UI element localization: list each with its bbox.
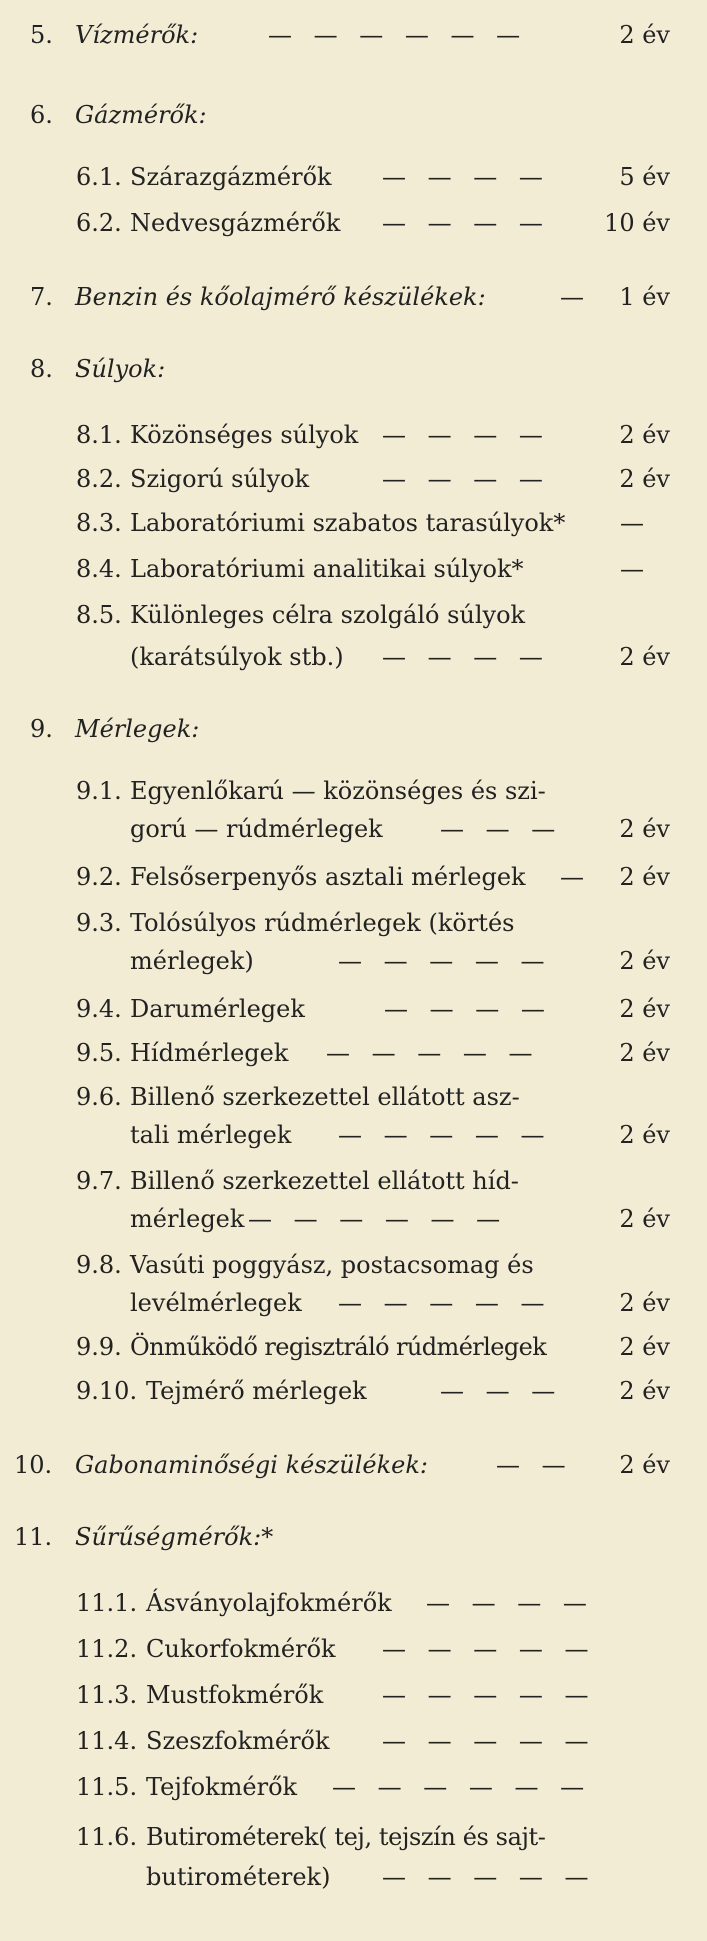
item-dashes: — — — — — [382, 163, 543, 191]
item-label: Szárazgázmérők — [130, 163, 332, 191]
item-number: 8.5. — [76, 601, 122, 629]
list-item — [0, 160, 707, 194]
item-dashes: — — — — [440, 815, 556, 843]
section-heading — [0, 712, 707, 746]
list-item — [0, 506, 707, 540]
item-label: Tejfokmérők — [146, 1773, 298, 1801]
item-number: 5. — [30, 21, 53, 49]
item-number: 9.7. — [76, 1167, 122, 1195]
item-number: 8.1. — [76, 421, 122, 449]
item-label: Szigorú súlyok — [130, 465, 310, 493]
list-item — [0, 1632, 707, 1666]
list-item — [0, 1248, 707, 1282]
item-value: 2 év — [619, 1205, 670, 1233]
item-label: Közönséges súlyok — [130, 421, 359, 449]
item-dashes: — — — — — [382, 421, 543, 449]
list-item — [0, 1080, 707, 1114]
item-dashes: — — — — — — [338, 1121, 545, 1149]
list-item — [0, 1330, 707, 1364]
item-number: 11.1. — [76, 1589, 138, 1617]
item-label: gorú — rúdmérlegek — [130, 815, 383, 843]
item-number: 9.6. — [76, 1083, 122, 1111]
section-heading — [0, 1520, 707, 1554]
list-item — [0, 992, 707, 1026]
item-number: 8.4. — [76, 555, 122, 583]
list-item — [0, 1586, 707, 1620]
item-label: Önműködő regisztráló rúdmérlegek — [130, 1333, 547, 1361]
item-dashes: — — — — — — [382, 1863, 589, 1891]
item-number: 11.6. — [76, 1823, 138, 1851]
item-dashes: — — — — — — [338, 1289, 545, 1317]
list-item — [0, 1820, 707, 1854]
item-label: Mérlegek: — [75, 715, 200, 743]
item-dashes: — — — — [440, 1377, 556, 1405]
item-value: 2 év — [619, 1333, 670, 1361]
item-dashes: — — — — — — [382, 1635, 589, 1663]
list-item — [0, 462, 707, 496]
item-number: 9. — [30, 715, 53, 743]
list-item — [0, 906, 707, 940]
item-dashes: — — [560, 863, 584, 891]
list-item — [0, 418, 707, 452]
item-number: 9.9. — [76, 1333, 122, 1361]
item-value: 2 év — [619, 815, 670, 843]
item-value: 2 év — [619, 995, 670, 1023]
item-number: 6. — [30, 101, 53, 129]
item-label: Benzin és kőolajmérő készülékek: — [75, 283, 486, 311]
item-label: Billenő szerkezettel ellátott híd- — [130, 1167, 519, 1195]
item-label: Nedvesgázmérők — [130, 209, 341, 237]
list-item — [0, 598, 707, 632]
item-label: Laboratóriumi analitikai súlyok* — [130, 555, 524, 583]
item-dashes: — — — — — [382, 209, 543, 237]
item-value: 2 év — [619, 1121, 670, 1149]
item-value: 2 év — [619, 947, 670, 975]
item-dashes: — — — — — — [382, 1727, 589, 1755]
item-value: 2 év — [619, 21, 670, 49]
list-item-continuation — [0, 1118, 707, 1152]
item-number: 8.2. — [76, 465, 122, 493]
item-number: 6.2. — [76, 209, 122, 237]
list-item-continuation — [0, 640, 707, 674]
list-item-continuation — [0, 1860, 707, 1894]
item-dashes: — — — — — — [382, 1681, 589, 1709]
item-dashes: — — — — — — — [268, 21, 521, 49]
item-label: Súlyok: — [75, 355, 166, 383]
section-heading — [0, 352, 707, 386]
item-label: Laboratóriumi szabatos tarasúlyok* — [130, 509, 566, 537]
list-item — [0, 1036, 707, 1070]
item-label: Tolósúlyos rúdmérlegek (körtés — [130, 909, 515, 937]
item-dashes: — — [620, 555, 644, 583]
item-number: 7. — [30, 283, 53, 311]
item-number: 10. — [14, 1451, 53, 1479]
item-number: 9.2. — [76, 863, 122, 891]
item-label: Ásványolajfokmérők — [146, 1589, 392, 1617]
item-number: 11. — [14, 1523, 53, 1551]
list-item — [0, 1678, 707, 1712]
item-number: 11.2. — [76, 1635, 138, 1663]
item-value: 2 év — [619, 863, 670, 891]
item-value: 2 év — [619, 643, 670, 671]
item-number: 9.1. — [76, 777, 122, 805]
item-number: 6.1. — [76, 163, 122, 191]
item-dashes: — — [560, 283, 584, 311]
item-label: levélmérlegek — [130, 1289, 302, 1317]
item-label: Butirométerek( tej, tejszín és sajt- — [146, 1823, 546, 1851]
item-label: Vasúti poggyász, postacsomag és — [130, 1251, 534, 1279]
item-value: 2 év — [619, 1451, 670, 1479]
item-label: (karátsúlyok stb.) — [130, 643, 344, 671]
item-label: Egyenlőkarú — közönséges és szi- — [130, 777, 546, 805]
list-item — [0, 1164, 707, 1198]
item-dashes: — — — [496, 1451, 566, 1479]
item-dashes: — — — — — — — [332, 1773, 585, 1801]
item-label: Szeszfokmérők — [146, 1727, 330, 1755]
item-value: 5 év — [619, 163, 670, 191]
item-label: mérlegek) — [130, 947, 254, 975]
section-heading — [0, 98, 707, 132]
item-label: Cukorfokmérők — [146, 1635, 336, 1663]
list-item-continuation — [0, 1286, 707, 1320]
list-item — [0, 1448, 707, 1482]
item-label: Sűrűségmérők:* — [75, 1523, 274, 1551]
list-item — [0, 1374, 707, 1408]
item-dashes: — — — — — [382, 643, 543, 671]
item-label: Gabonaminőségi készülékek: — [75, 1451, 429, 1479]
item-label: Gázmérők: — [75, 101, 207, 129]
list-item — [0, 1724, 707, 1758]
item-number: 9.5. — [76, 1039, 122, 1067]
item-dashes: — — [620, 509, 644, 537]
item-value: 2 év — [619, 1377, 670, 1405]
item-label: Billenő szerkezettel ellátott asz- — [130, 1083, 520, 1111]
list-item — [0, 860, 707, 894]
item-label: tali mérlegek — [130, 1121, 292, 1149]
item-value: 2 év — [619, 465, 670, 493]
item-value: 2 év — [619, 421, 670, 449]
item-number: 9.10. — [76, 1377, 138, 1405]
list-item — [0, 280, 707, 314]
item-number: 9.4. — [76, 995, 122, 1023]
item-dashes: — — — — — — [338, 947, 545, 975]
item-value: 1 év — [619, 283, 670, 311]
list-item — [0, 18, 707, 52]
item-number: 11.4. — [76, 1727, 138, 1755]
item-label: mérlegek — [130, 1205, 245, 1233]
item-dashes: — — — — — — — [248, 1205, 501, 1233]
item-label: Mustfokmérők — [146, 1681, 324, 1709]
item-label: Felsőserpenyős asztali mérlegek — [130, 863, 526, 891]
item-label: Vízmérők: — [75, 21, 199, 49]
item-dashes: — — — — — [382, 465, 543, 493]
list-item-continuation — [0, 944, 707, 978]
item-label: Különleges célra szolgáló súlyok — [130, 601, 526, 629]
list-item — [0, 774, 707, 808]
item-label: Hídmérlegek — [130, 1039, 289, 1067]
item-dashes: — — — — — [426, 1589, 587, 1617]
item-number: 9.8. — [76, 1251, 122, 1279]
item-value: 10 év — [604, 209, 670, 237]
item-dashes: — — — — — — [326, 1039, 533, 1067]
item-value: 2 év — [619, 1039, 670, 1067]
item-number: 8. — [30, 355, 53, 383]
list-item — [0, 206, 707, 240]
item-number: 9.3. — [76, 909, 122, 937]
list-item — [0, 552, 707, 586]
item-value: 2 év — [619, 1289, 670, 1317]
list-item-continuation — [0, 812, 707, 846]
item-number: 11.5. — [76, 1773, 138, 1801]
item-number: 8.3. — [76, 509, 122, 537]
item-number: 11.3. — [76, 1681, 138, 1709]
item-label: Tejmérő mérlegek — [146, 1377, 367, 1405]
item-label: Darumérlegek — [130, 995, 305, 1023]
list-item-continuation — [0, 1202, 707, 1236]
list-item — [0, 1770, 707, 1804]
item-dashes: — — — — — [384, 995, 545, 1023]
item-label: butirométerek) — [146, 1863, 331, 1891]
